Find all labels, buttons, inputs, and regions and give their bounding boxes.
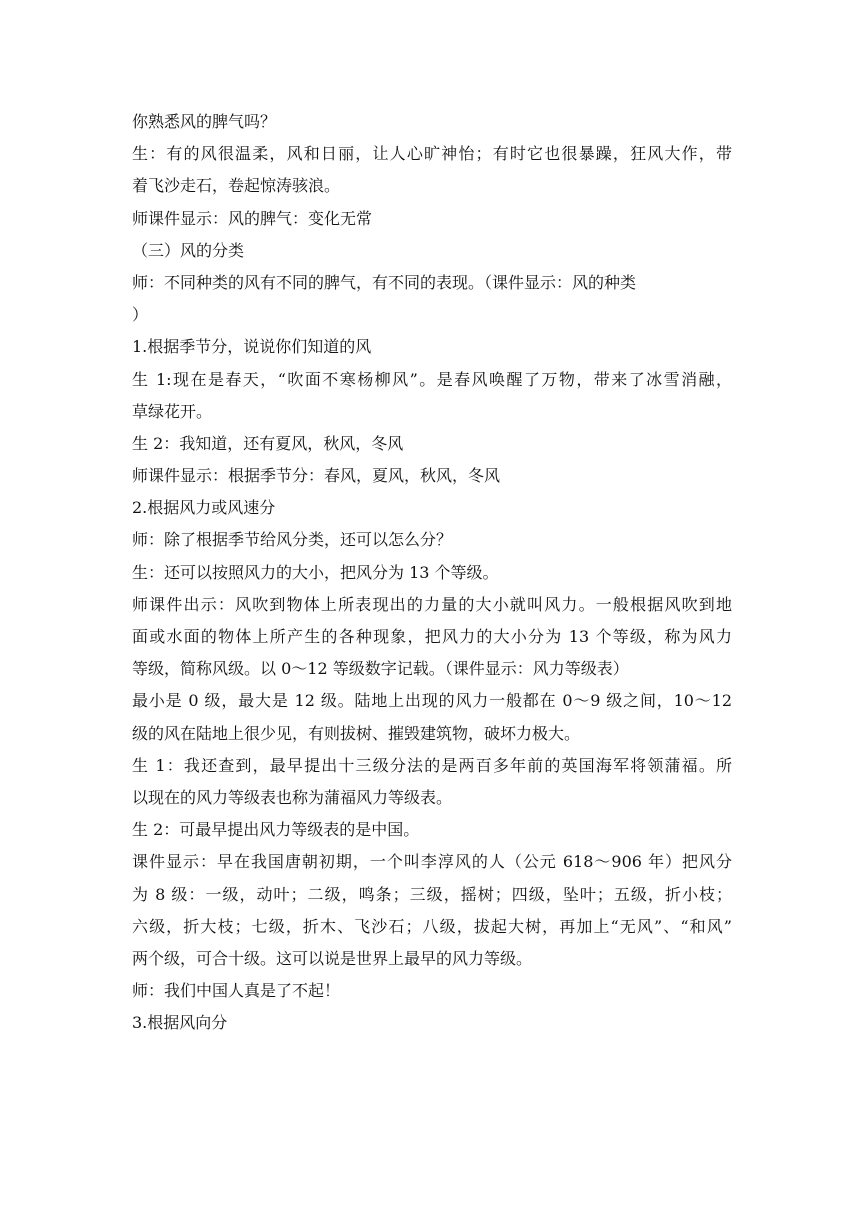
text-line: 级的风在陆地上很少见，有则拔树、摧毁建筑物，破坏力极大。 [132, 723, 581, 743]
text-line: 面或水面的物体上所产生的各种现象，把风力的大小分为 13 个等级，称为风力 [132, 627, 732, 646]
text-line: 生 2：我知道，还有夏风，秋风，冬风 [132, 433, 404, 453]
text-line: 师课件显示：根据季节分：春风，夏风，秋风，冬风 [132, 466, 501, 486]
text-line: 师：除了根据季节给风分类，还可以怎么分？ [132, 530, 453, 550]
text-line: 六级，折大枝；七级，折木、飞沙石；八级，拔起大树，再加上“无风”、“和风” [132, 916, 732, 936]
text-line: 课件显示：早在我国唐朝初期，一个叫李淳风的人（公元 618～906 年）把风分 [132, 852, 732, 872]
text-line: 师：我们中国人真是了不起！ [132, 981, 341, 1001]
text-line: 生：还可以按照风力的大小，把风分为 13 个等级。 [132, 562, 499, 582]
document-body [132, 106, 732, 1039]
text-line: 师课件显示：风的脾气：变化无常 [132, 208, 373, 228]
text-line: 2.根据风力或风速分 [132, 498, 276, 518]
text-line: 为 8 级：一级，动叶；二级，鸣条；三级，摇树；四级，坠叶；五级，折小枝； [132, 884, 732, 904]
text-line: 生 1：我还查到，最早提出十三级分法的是两百多年前的英国海军将领蒲福。所 [132, 755, 732, 775]
text-line: 生：有的风很温柔，风和日丽，让人心旷神怡；有时它也很暴躁，狂风大作，带 [132, 144, 732, 164]
text-line: 3.根据风向分 [132, 1013, 228, 1033]
text-line: 师：不同种类的风有不同的脾气，有不同的表现。（课件显示：风的种类 [132, 272, 637, 292]
text-line: 师课件出示：风吹到物体上所表现出的力量的大小就叫风力。一般根据风吹到地 [132, 594, 732, 614]
text-line: 草绿花开。 [132, 401, 213, 421]
text-line: 两个级，可合十级。这可以说是世界上最早的风力等级。 [132, 948, 533, 968]
text-line: 生 1:现在是春天，“吹面不寒杨柳风”。是春风唤醒了万物，带来了冰雪消融， [132, 369, 732, 389]
text-line: 以现在的风力等级表也称为蒲福风力等级表。 [132, 787, 453, 807]
text-line: 着飞沙走石，卷起惊涛骇浪。 [132, 176, 341, 196]
text-line: 生 2：可最早提出风力等级表的是中国。 [132, 820, 420, 840]
text-line: 等级，简称风级。以 0～12 等级数字记载。（课件显示：风力等级表） [132, 659, 629, 679]
text-line: 最小是 0 级，最大是 12 级。陆地上出现的风力一般都在 0～9 级之间，10～12 [132, 691, 732, 711]
text-line: 1.根据季节分，说说你们知道的风 [132, 337, 372, 357]
text-line: 你熟悉风的脾气吗？ [132, 112, 277, 131]
text-line: ） [132, 305, 149, 325]
text-line: （三）风的分类 [132, 240, 245, 260]
